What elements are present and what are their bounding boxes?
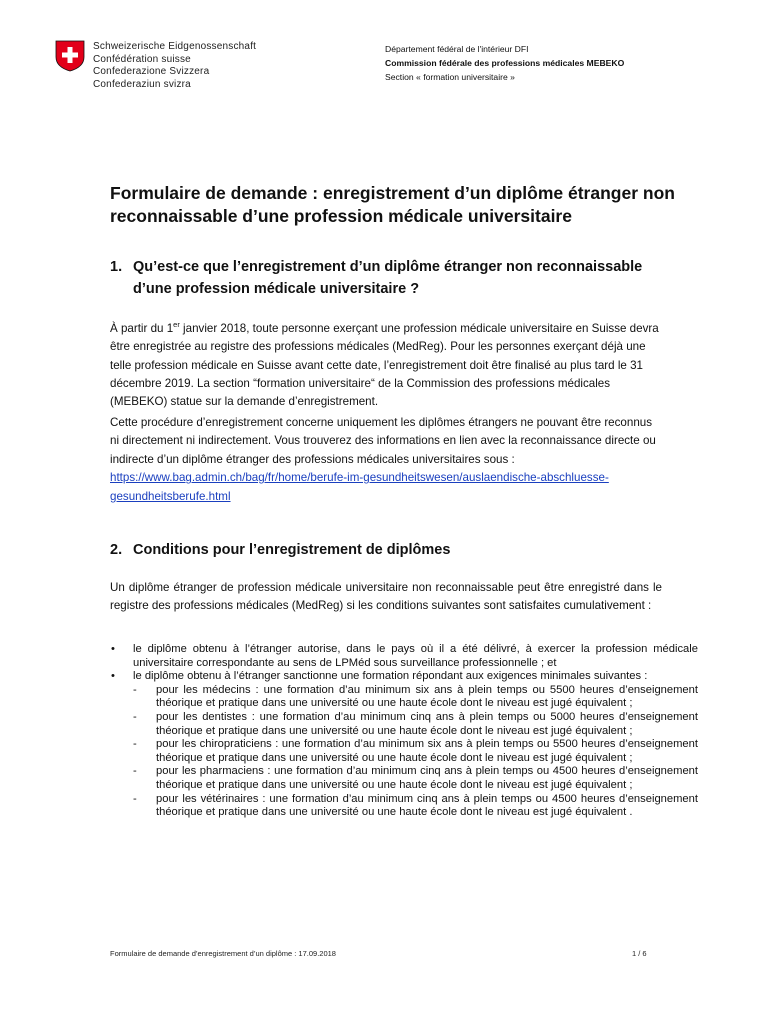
condition-text: le diplôme obtenu à l’étranger autorise, dans le pays où il a été délivré, à exercer la profession médicale universitaire correspondante au sens de LPMéd sous surveillance professionnelle ; et [133, 643, 698, 669]
section1-heading-line1: Qu’est-ce que l’enregistrement d’un diplôme étranger non reconnaissable [133, 259, 643, 275]
dash-icon: - [133, 765, 137, 778]
condition-item [110, 643, 698, 670]
conditions-list [110, 643, 698, 820]
section2-heading [110, 539, 450, 561]
federation-name-rm: Confederaziun svizra [93, 78, 191, 90]
dash-icon: - [133, 738, 137, 751]
dash-icon: - [133, 792, 137, 805]
federation-name-it: Confederazione Svizzera [93, 66, 210, 77]
minimum-requirements-list [133, 684, 698, 820]
section-name: Section « formation universitaire » [385, 72, 515, 82]
requirement-text: pour les pharmaciens : une formation d’au minimum cinq ans à plein temps ou 4500 heures d’enseignement théorique et pratique dans une université ou une haute école dont le niveau est jugé équivalent ; [156, 765, 698, 791]
federation-name-de: Schweizerische Eidgenossenschaft [93, 41, 257, 52]
section2-intro: Un diplôme étranger de profession médicale universitaire non reconnaissable peut être enregistré dans le registre des professions médicales (MedReg) si les conditions suivantes sont satisfaites cumulativement : [110, 581, 662, 613]
section1-number: 1. [110, 259, 123, 275]
condition-item [110, 670, 698, 820]
p2-text: Cette procédure d’enregistrement concerne uniquement les diplômes étrangers ne pouvant être reconnus ni directement ni indirectement. Vous trouverez des informations en lien avec la reconnaissance directe ou indirecte d’un diplôme étranger des professions médicales universitaires sous : [110, 416, 656, 466]
requirement-text: pour les chiropraticiens : une formation d’au minimum six ans à plein temps ou 5500 heures d’enseignement théorique et pratique dans une université ou une haute école dont le niveau est jugé équivalent ; [156, 738, 698, 764]
footer-document-info: Formulaire de demande d’enregistrement d’un diplôme : 17.09.2018 [110, 949, 336, 958]
bag-info-link[interactable]: https://www.bag.admin.ch/bag/fr/home/berufe-im-gesundheitswesen/auslaendische-abschluesse-gesundheitsberufe.html [110, 471, 609, 503]
p1-superscript: er [173, 320, 180, 329]
section1-paragraph1 [110, 316, 662, 412]
requirement-item [133, 711, 698, 738]
section1-heading-line2: d’une profession médicale universitaire ? [133, 281, 420, 297]
p1-after: janvier 2018, toute personne exerçant une profession médicale universitaire en Suisse devra être enregistrée au registre des professions médicales (MedReg). Pour les personnes exerçant déjà une telle profession médicale en Suisse avant cette date, l’enregistrement doit être finalisé au plus tard le 31 décembre 2019. La section “formation universitaire“ de la Commission des professions médicales (MEBEKO) statue sur la demande d’enregistrement. [110, 321, 659, 409]
bullet-icon: • [111, 670, 115, 683]
requirement-text: pour les vétérinaires : une formation d’au minimum cinq ans à plein temps ou 4500 heures d’enseignement théorique et pratique dans une université ou une haute école dont le niveau est jugé équivalent . [156, 792, 698, 819]
requirement-item [133, 738, 698, 765]
department-name: Département fédéral de l'intérieur DFI [385, 44, 529, 54]
department-block [385, 42, 624, 84]
section2-heading-text: Conditions pour l’enregistrement de diplômes [133, 542, 451, 558]
requirement-text: pour les dentistes : une formation d’au minimum cinq ans à plein temps ou 5000 heures d’enseignement théorique et pratique dans une université ou une haute école dont le niveau est jugé équivalent ; [156, 710, 698, 737]
requirement-item [133, 765, 698, 792]
federation-name-fr: Confédération suisse [93, 53, 191, 65]
document-title: Formulaire de demande : enregistrement d’un diplôme étranger non reconnaissable d’une profession médicale universitaire [110, 183, 675, 226]
commission-name: Commission fédérale des professions médicales MEBEKO [385, 58, 625, 68]
bullet-icon: • [111, 643, 115, 655]
dash-icon: - [133, 710, 137, 723]
requirement-item [133, 793, 698, 820]
federation-names [93, 41, 256, 91]
section1-heading [110, 256, 642, 300]
section2-number: 2. [110, 542, 123, 558]
footer-page-number: 1 / 6 [632, 949, 647, 958]
section1-paragraph2 [110, 414, 662, 506]
condition-text: le diplôme obtenu à l’étranger sanctionne une formation répondant aux exigences minimales suivantes : [133, 670, 648, 683]
requirement-text: pour les médecins : une formation d’au minimum six ans à plein temps ou 5500 heures d’enseignement théorique et pratique dans une université ou une haute école dont le niveau est jugé équivalent ; [156, 683, 698, 710]
swiss-coat-of-arms-icon [55, 40, 85, 72]
dash-icon: - [133, 683, 137, 696]
requirement-item [133, 684, 698, 711]
p1-before: À partir du 1 [110, 321, 174, 335]
